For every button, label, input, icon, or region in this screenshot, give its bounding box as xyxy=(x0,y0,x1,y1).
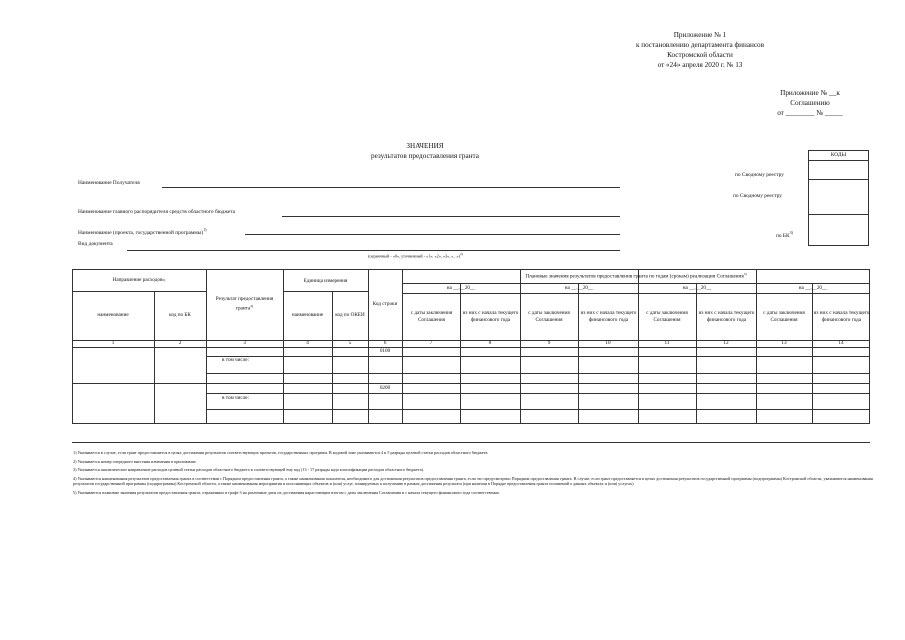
field-doctype-label: Вид документа xyxy=(78,241,113,247)
codes-cell-registry2 xyxy=(809,180,868,215)
codes-box xyxy=(808,150,869,246)
footnote-4: 4) Указываются наименования результатов предоставления гранта в соответствии с Порядком предоставления гранта, а также наименования показателя, необходимого для достижения результатов предоставления гранта, если это предусмотрено Порядком предоставления гранта. В случае, если грант предоставляется в целях достижения результатов государственной программы (подпрограммы) Костромской области, указываются наименования результатов государственной программы (подпрограммы) Костромской области, а также наименования мероприятия и исполняющих объектов и (или) услуг, планируемых к получению в рамках достижения результата (при наличии в Порядке предоставления гранта положений о данных объектах и (или) услугах). xyxy=(73,475,873,487)
field-manager-label: Наименование главного распорядителя средств областного бюджета xyxy=(78,209,236,215)
header-name: наименование xyxy=(97,312,129,318)
header-result-sup: 4) xyxy=(250,304,254,309)
col-incl-2: из них с начала текущего финансового года xyxy=(580,309,637,323)
document-title xyxy=(300,141,550,161)
footnote-separator xyxy=(72,442,870,443)
hline xyxy=(72,347,870,348)
header-unit: Единица измерения xyxy=(303,277,348,284)
header-result-text: Результат предоставления гранта xyxy=(215,296,274,312)
hline xyxy=(206,356,870,357)
year-label-2: на __.__20__ xyxy=(564,284,594,291)
header-direction-sup: 5) xyxy=(162,277,166,282)
col-number: 2 xyxy=(178,340,182,346)
footnote-2: 2) Указывается номер очередного внесения изменения в приложение. xyxy=(73,458,197,464)
field-project-label xyxy=(78,227,206,236)
footnote-1: 1) Указывается в случае, если грант предоставляется в целях достижения результатов соответствующих проектов, государственных программ. В кодовой зоне указываются 4 и 5 разряды целевой статьи расходов областного бюджета. xyxy=(73,450,489,455)
appendix-main-line1: Приложение № 1 xyxy=(673,31,727,39)
row2-code: 0200 xyxy=(379,384,391,391)
col-number: 6 xyxy=(383,340,387,346)
header-row-code: Код строки xyxy=(372,301,398,307)
appendix-main-line4: от «24» апреля 2020 г. № 13 xyxy=(657,61,743,69)
field-project-text: Наименование (проекта, государственной программы) xyxy=(78,229,204,236)
col-since-2: с даты заключения Соглашения xyxy=(528,309,570,323)
appendix-agreement-line2: Соглашению xyxy=(790,99,830,107)
vline xyxy=(332,291,333,424)
col-number: 9 xyxy=(547,340,551,346)
codes-label-bk xyxy=(776,230,793,239)
hline xyxy=(72,383,870,384)
header-unit-name: наименование xyxy=(291,312,324,318)
hline xyxy=(206,373,870,374)
field-project-sup: 1) xyxy=(203,227,207,232)
title-line2: результатов предоставления гранта xyxy=(371,152,479,160)
header-planned-sup: 5) xyxy=(743,272,747,277)
col-incl-3: из них с начала текущего финансового года xyxy=(698,309,755,323)
col-number: 12 xyxy=(723,340,729,346)
field-doctype-hint-text: (первичный - «0», уточненный - «1», «2», «3», «...») xyxy=(368,253,461,259)
header-direction-text: Направление расходов xyxy=(112,276,163,283)
col-number: 7 xyxy=(429,340,433,346)
vline xyxy=(154,291,155,424)
col-number: 11 xyxy=(664,340,670,346)
footnotes xyxy=(73,450,873,496)
col-incl-4: из них с начала текущего финансового года xyxy=(813,309,870,323)
field-doctype-line xyxy=(127,250,620,251)
header-direction xyxy=(72,271,206,289)
col-number: 5 xyxy=(348,340,352,346)
appendix-main-line3: Костромской области xyxy=(667,51,733,59)
col-number: 10 xyxy=(605,340,611,346)
appendix-agreement xyxy=(735,88,885,118)
field-doctype-hint xyxy=(368,252,463,259)
row1-code: 0100 xyxy=(379,348,391,354)
row2-incl: в том числе: xyxy=(222,395,250,401)
codes-cell-bk xyxy=(809,215,868,248)
year-label-1: на __.__20__ xyxy=(446,284,476,291)
field-recipient-line xyxy=(162,187,620,188)
appendix-agreement-line3: от ________ № _____ xyxy=(777,109,843,117)
hline xyxy=(206,393,870,394)
header-planned xyxy=(402,269,870,283)
codes-label-registry1: по Сводному реестру xyxy=(735,172,784,178)
col-number: 13 xyxy=(781,340,787,346)
field-project-line xyxy=(245,234,620,235)
field-doctype-hint-sup: 2) xyxy=(460,252,463,256)
col-number: 1 xyxy=(111,340,115,346)
col-incl-1: из них с начала текущего финансового года xyxy=(462,309,519,323)
codes-header: КОДЫ xyxy=(809,151,868,161)
results-table xyxy=(72,269,870,424)
footnote-3: 3) Указывается аналитическое направление расходов целевой статьи расходов областного бюджета в соответствующей ему код (13 - 17 разряды кода классификации расходов областного бюджета). xyxy=(73,467,425,473)
codes-label-bk-text: по БК xyxy=(776,232,790,239)
col-since-1: с даты заключения Соглашения xyxy=(410,309,453,323)
codes-label-registry2: по Сводному реестру xyxy=(733,193,782,199)
title-line1: ЗНАЧЕНИЯ xyxy=(406,142,444,150)
col-number: 8 xyxy=(488,340,492,346)
year-label-3: на __.__20__ xyxy=(682,284,712,291)
year-label-4: на __.__20__ xyxy=(798,284,828,291)
col-since-4: с даты заключения Соглашения xyxy=(763,309,805,323)
appendix-main-line2: к постановлению департамента финансов xyxy=(635,41,765,49)
field-manager-line xyxy=(282,216,620,217)
codes-cell-registry1 xyxy=(809,161,868,180)
col-number: 3 xyxy=(243,340,246,346)
footnote-5: 5) Указываются плановые значения результатов предоставления гранта, отраженных в графе 3 на различные даты их достижения нарастающим итогом с даты заключения Соглашения и с начала текущего финансового года соответственно. xyxy=(73,489,500,495)
header-result xyxy=(208,269,281,340)
header-okei: код по ОКЕИ xyxy=(335,312,365,318)
header-planned-text: Плановые значения результатов предоставления гранта по годам (срокам) реализации Соглашения xyxy=(525,273,744,280)
col-number: 4 xyxy=(306,340,309,346)
col-number: 14 xyxy=(838,340,844,346)
header-bk-code: код по БК xyxy=(169,312,191,318)
col-since-3: с даты заключения Соглашения xyxy=(646,309,688,323)
appendix-agreement-line1: Приложение № __к xyxy=(780,89,840,97)
codes-label-bk-sup: 3) xyxy=(789,230,793,235)
hline xyxy=(206,409,870,410)
row1-incl: в том числе: xyxy=(222,357,250,363)
appendix-main xyxy=(590,30,810,70)
field-recipient-label: Наименование Получателя xyxy=(78,180,140,186)
